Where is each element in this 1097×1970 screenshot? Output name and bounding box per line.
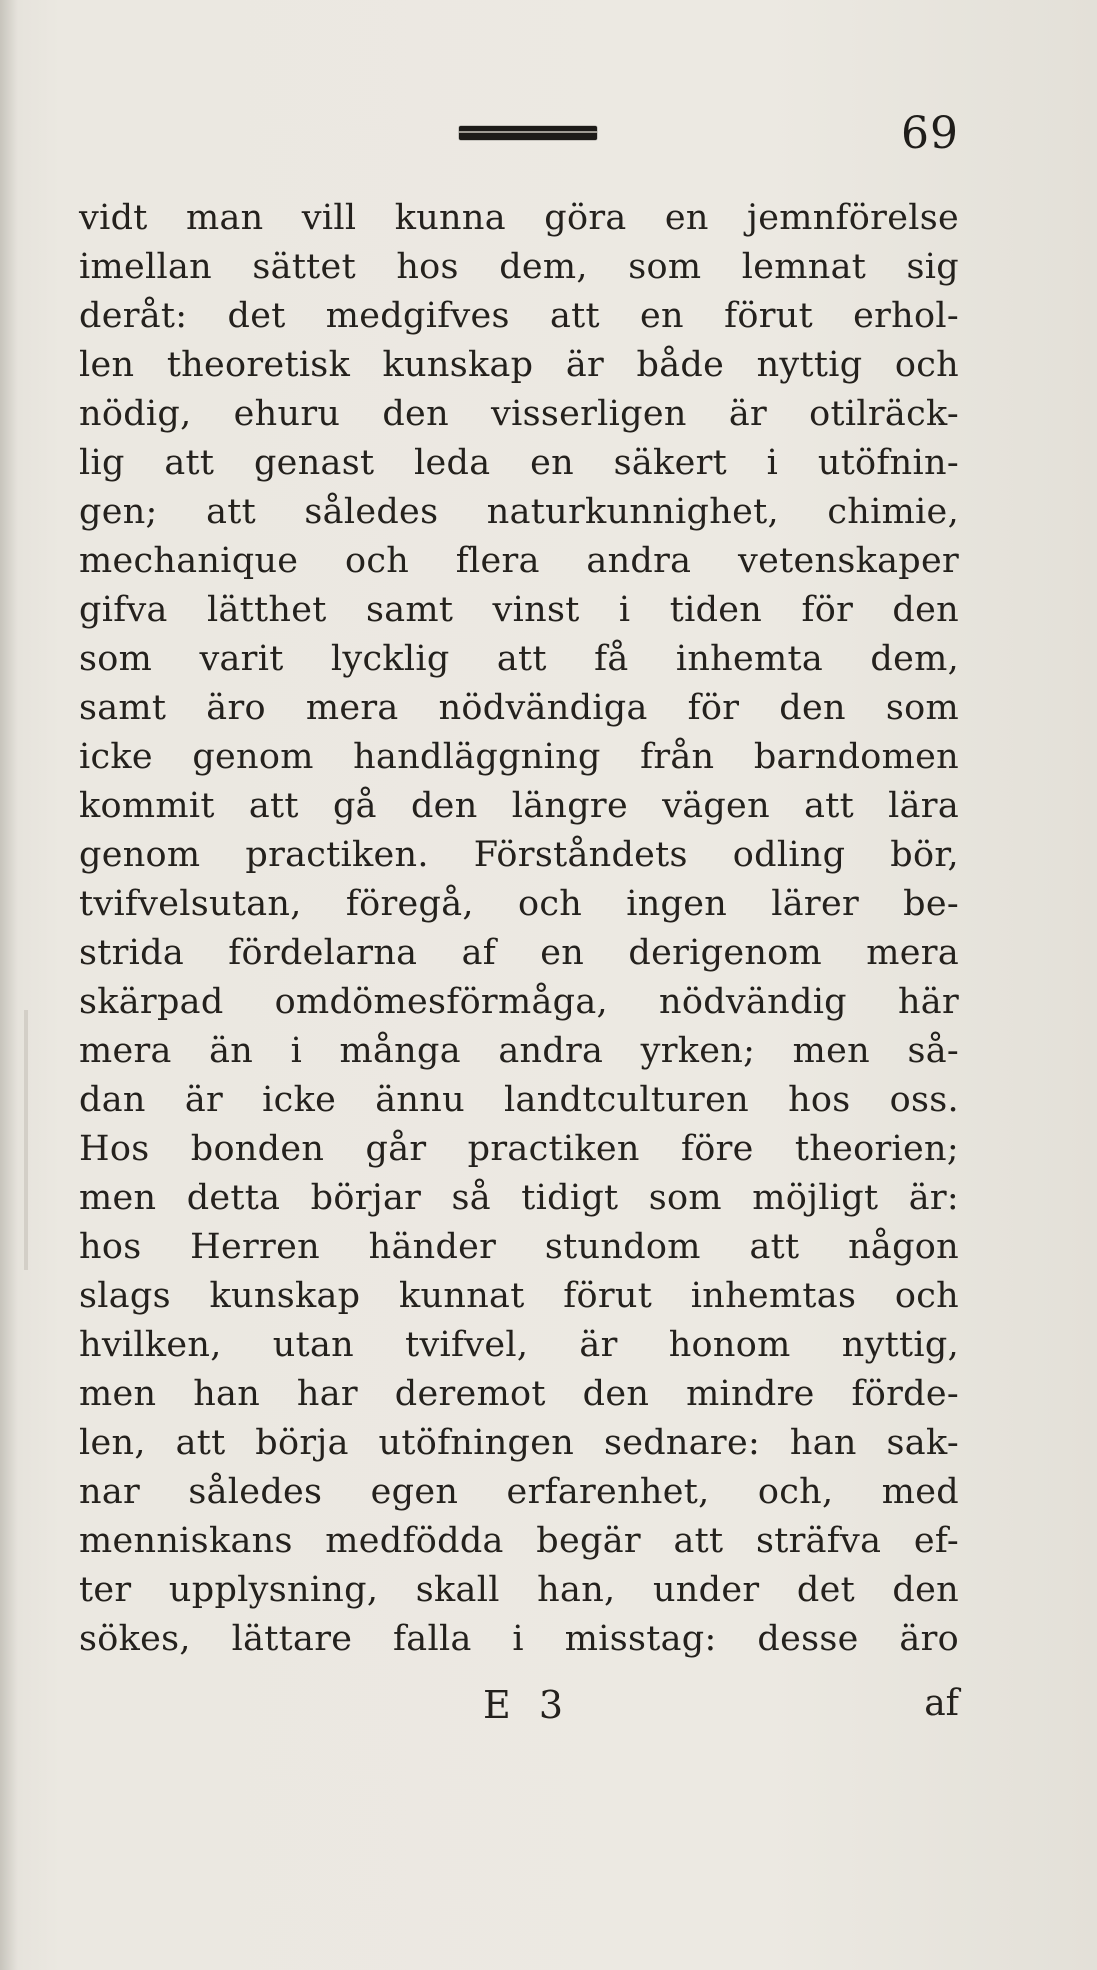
text-line: Hos bonden går practiken före theorien; (79, 1129, 959, 1169)
text-line: genom practiken. Förståndets odling bör, (79, 835, 959, 875)
text-line: hos Herren händer stundom att någon (79, 1227, 959, 1267)
text-line: deråt: det medgifves att en förut erhol- (79, 296, 959, 336)
page-number: 69 (901, 108, 959, 159)
text-line: mera än i många andra yrken; men så- (79, 1031, 959, 1071)
text-line: ter upplysning, skall han, under det den (79, 1570, 959, 1610)
text-line: len theoretisk kunskap är både nyttig och (79, 345, 959, 385)
text-line: tvifvelsutan, föregå, och ingen lärer be- (79, 884, 959, 924)
text-line: samt äro mera nödvändiga för den som (79, 688, 959, 728)
text-line: gifva lätthet samt vinst i tiden för den (79, 590, 959, 630)
body-text (79, 194, 959, 1664)
text-line: strida fördelarna af en derigenom mera (79, 933, 959, 973)
text-line: lig att genast leda en säkert i utöfnin- (79, 443, 959, 483)
text-line: dan är icke ännu landtculturen hos oss. (79, 1080, 959, 1120)
text-line: hvilken, utan tvifvel, är honom nyttig, (79, 1325, 959, 1365)
text-line: skärpad omdömesförmåga, nödvändig här (79, 982, 959, 1022)
header-rule (459, 126, 597, 140)
text-line: menniskans medfödda begär att sträfva ef- (79, 1521, 959, 1561)
text-line: vidt man vill kunna göra en jemnförelse (79, 198, 959, 238)
catchword: af (924, 1683, 959, 1724)
printer-signature: E 3 (483, 1683, 571, 1727)
text-line: nar således egen erfarenhet, och, med (79, 1472, 959, 1512)
text-line: icke genom handläggning från barndomen (79, 737, 959, 777)
text-line: mechanique och flera andra vetenskaper (79, 541, 959, 581)
text-line: gen; att således naturkunnighet, chimie, (79, 492, 959, 532)
text-line: imellan sättet hos dem, som lemnat sig (79, 247, 959, 287)
text-line: men han har deremot den mindre förde- (79, 1374, 959, 1414)
text-line: kommit att gå den längre vägen att lära (79, 786, 959, 826)
page-edge-shadow (24, 1010, 28, 1270)
text-line: nödig, ehuru den visserligen är otilräck- (79, 394, 959, 434)
text-line: som varit lycklig att få inhemta dem, (79, 639, 959, 679)
text-line: men detta börjar så tidigt som möjligt är: (79, 1178, 959, 1218)
text-line: slags kunskap kunnat förut inhemtas och (79, 1276, 959, 1316)
text-line: sökes, lättare falla i misstag: desse äro (79, 1619, 959, 1659)
text-line: len, att börja utöfningen sednare: han sak- (79, 1423, 959, 1463)
